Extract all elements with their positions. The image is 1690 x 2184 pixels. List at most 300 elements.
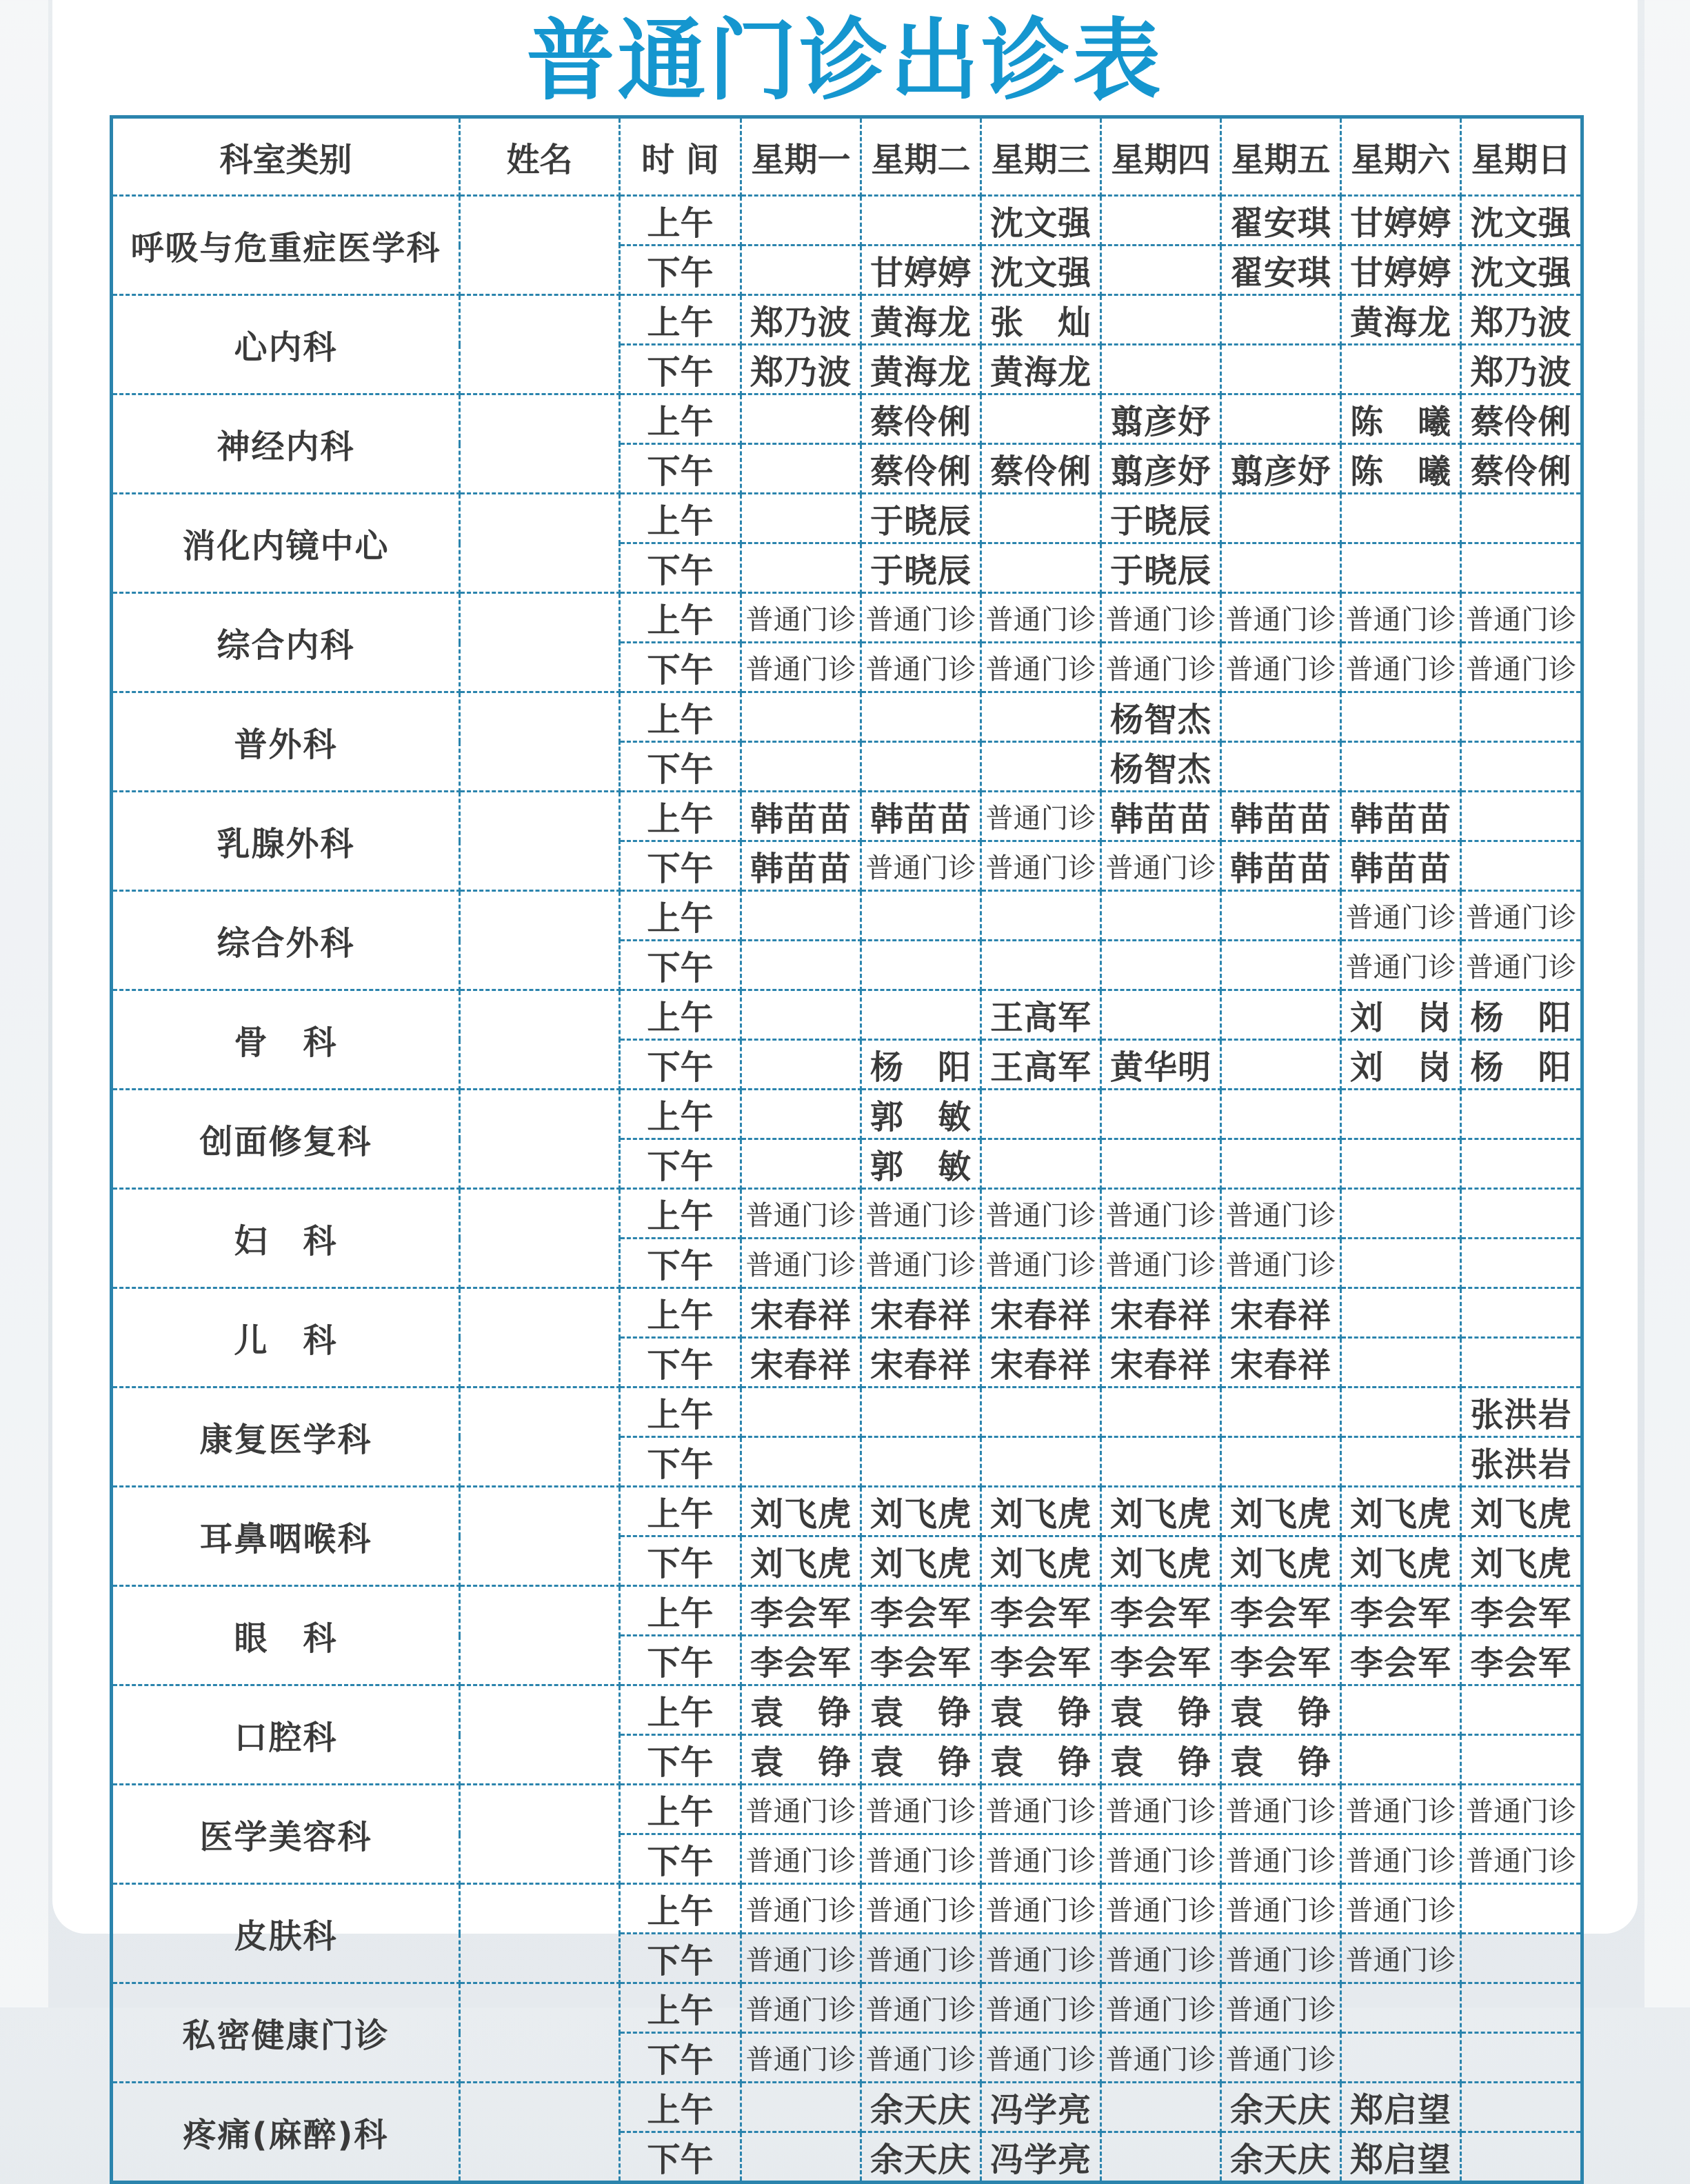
schedule-cell: 普通门诊 xyxy=(1461,941,1582,990)
schedule-cell: 李会军 xyxy=(1461,1586,1582,1636)
schedule-cell: 普通门诊 xyxy=(861,1884,981,1934)
schedule-cell xyxy=(741,891,861,941)
schedule-cell: 余天庆 xyxy=(1221,2132,1341,2183)
schedule-cell xyxy=(1461,1735,1582,1785)
time-period: 上午 xyxy=(620,1189,741,1239)
doctor-name xyxy=(460,196,620,295)
doctor-name xyxy=(460,1685,620,1785)
schedule-cell xyxy=(1461,1139,1582,1189)
schedule-cell: 李会军 xyxy=(1101,1636,1221,1685)
schedule-cell xyxy=(1461,1338,1582,1387)
doctor-name xyxy=(460,1288,620,1387)
time-period: 下午 xyxy=(620,1139,741,1189)
time-period: 下午 xyxy=(620,444,741,494)
schedule-cell: 刘飞虎 xyxy=(1461,1487,1582,1536)
schedule-cell: 余天庆 xyxy=(1221,2083,1341,2132)
schedule-cell: 普通门诊 xyxy=(1221,1934,1341,1983)
schedule-cell xyxy=(1221,1139,1341,1189)
schedule-cell: 李会军 xyxy=(1221,1586,1341,1636)
schedule-cell: 普通门诊 xyxy=(1221,1884,1341,1934)
header-cell: 星期四 xyxy=(1101,117,1221,196)
department-name: 私密健康门诊 xyxy=(112,1983,460,2083)
schedule-cell: 宋春祥 xyxy=(1101,1288,1221,1338)
schedule-cell xyxy=(981,1139,1101,1189)
table-row xyxy=(112,1288,1582,1338)
schedule-cell xyxy=(981,543,1101,593)
schedule-cell: 李会军 xyxy=(1101,1586,1221,1636)
schedule-cell: 李会军 xyxy=(861,1586,981,1636)
schedule-cell: 余天庆 xyxy=(861,2083,981,2132)
header-cell: 星期五 xyxy=(1221,117,1341,196)
time-period: 下午 xyxy=(620,543,741,593)
schedule-cell: 沈文强 xyxy=(1461,246,1582,295)
time-period: 下午 xyxy=(620,742,741,792)
schedule-cell: 甘婷婷 xyxy=(861,246,981,295)
schedule-cell: 普通门诊 xyxy=(981,1239,1101,1288)
schedule-cell: 宋春祥 xyxy=(981,1338,1101,1387)
schedule-cell xyxy=(1221,1090,1341,1139)
time-period: 上午 xyxy=(620,990,741,1040)
time-period: 上午 xyxy=(620,196,741,246)
department-name: 儿 科 xyxy=(112,1288,460,1387)
header-cell: 星期二 xyxy=(861,117,981,196)
doctor-name xyxy=(460,1189,620,1288)
time-period: 下午 xyxy=(620,1636,741,1685)
schedule-cell: 普通门诊 xyxy=(1221,1983,1341,2033)
schedule-cell xyxy=(1101,1437,1221,1487)
time-period: 上午 xyxy=(620,2083,741,2132)
schedule-cell xyxy=(1341,742,1461,792)
schedule-cell xyxy=(861,692,981,742)
doctor-name xyxy=(460,2083,620,2183)
schedule-cell xyxy=(1341,692,1461,742)
schedule-cell: 普通门诊 xyxy=(981,2033,1101,2083)
schedule-cell xyxy=(981,1437,1101,1487)
schedule-cell xyxy=(981,742,1101,792)
schedule-cell xyxy=(741,1437,861,1487)
schedule-cell: 杨智杰 xyxy=(1101,692,1221,742)
doctor-name xyxy=(460,593,620,692)
schedule-cell: 刘飞虎 xyxy=(1101,1487,1221,1536)
schedule-cell xyxy=(741,941,861,990)
schedule-cell xyxy=(861,1387,981,1437)
schedule-cell: 普通门诊 xyxy=(1341,593,1461,643)
schedule-cell xyxy=(1461,1983,1582,2033)
schedule-cell: 普通门诊 xyxy=(1221,2033,1341,2083)
schedule-cell: 普通门诊 xyxy=(1341,1834,1461,1884)
department-name: 医学美容科 xyxy=(112,1785,460,1884)
schedule-cell: 普通门诊 xyxy=(981,1785,1101,1834)
department-name: 消化内镜中心 xyxy=(112,494,460,593)
schedule-cell: 普通门诊 xyxy=(1341,1934,1461,1983)
schedule-cell: 刘飞虎 xyxy=(981,1536,1101,1586)
schedule-cell: 刘 岗 xyxy=(1341,990,1461,1040)
table-row xyxy=(112,494,1582,543)
table-row xyxy=(112,295,1582,345)
table-row xyxy=(112,1487,1582,1536)
schedule-cell: 袁 铮 xyxy=(1221,1735,1341,1785)
schedule-cell xyxy=(1461,1288,1582,1338)
schedule-cell: 普通门诊 xyxy=(741,643,861,692)
schedule-cell: 袁 铮 xyxy=(861,1685,981,1735)
schedule-cell: 普通门诊 xyxy=(1221,1189,1341,1239)
schedule-cell xyxy=(1461,1239,1582,1288)
schedule-cell: 王高军 xyxy=(981,1040,1101,1090)
schedule-cell xyxy=(1221,692,1341,742)
schedule-cell xyxy=(1341,345,1461,394)
schedule-cell: 韩苗苗 xyxy=(741,841,861,891)
table-row xyxy=(112,1785,1582,1834)
doctor-name xyxy=(460,990,620,1090)
schedule-cell: 普通门诊 xyxy=(861,1189,981,1239)
schedule-cell xyxy=(1461,1090,1582,1139)
schedule-cell: 普通门诊 xyxy=(1101,1239,1221,1288)
schedule-cell xyxy=(1461,1685,1582,1735)
schedule-body xyxy=(112,196,1582,2183)
schedule-cell xyxy=(1221,345,1341,394)
doctor-name xyxy=(460,394,620,494)
schedule-cell: 普通门诊 xyxy=(981,643,1101,692)
schedule-cell: 普通门诊 xyxy=(981,1934,1101,1983)
schedule-cell: 普通门诊 xyxy=(741,1239,861,1288)
schedule-cell: 杨 阳 xyxy=(861,1040,981,1090)
schedule-cell xyxy=(741,1090,861,1139)
schedule-cell: 黄海龙 xyxy=(861,345,981,394)
schedule-cell: 普通门诊 xyxy=(1341,1884,1461,1934)
doctor-name xyxy=(460,1586,620,1685)
schedule-cell xyxy=(1341,1685,1461,1735)
header-cell: 星期一 xyxy=(741,117,861,196)
schedule-cell: 普通门诊 xyxy=(1341,643,1461,692)
time-period: 下午 xyxy=(620,246,741,295)
time-period: 上午 xyxy=(620,394,741,444)
table-row xyxy=(112,990,1582,1040)
schedule-cell xyxy=(1341,1239,1461,1288)
schedule-cell: 蔡伶俐 xyxy=(861,394,981,444)
schedule-cell xyxy=(1101,891,1221,941)
schedule-cell: 郑启望 xyxy=(1341,2083,1461,2132)
doctor-name xyxy=(460,1090,620,1189)
schedule-cell: 袁 铮 xyxy=(741,1735,861,1785)
time-period: 上午 xyxy=(620,1685,741,1735)
schedule-cell: 宋春祥 xyxy=(861,1338,981,1387)
department-name: 神经内科 xyxy=(112,394,460,494)
time-period: 下午 xyxy=(620,2033,741,2083)
schedule-cell: 宋春祥 xyxy=(861,1288,981,1338)
schedule-cell xyxy=(1101,941,1221,990)
schedule-cell: 杨 阳 xyxy=(1461,1040,1582,1090)
schedule-cell: 普通门诊 xyxy=(741,593,861,643)
schedule-cell: 冯学亮 xyxy=(981,2132,1101,2183)
header-cell: 星期日 xyxy=(1461,117,1582,196)
schedule-cell xyxy=(741,246,861,295)
department-name: 皮肤科 xyxy=(112,1884,460,1983)
time-period: 上午 xyxy=(620,1586,741,1636)
time-period: 上午 xyxy=(620,1387,741,1437)
schedule-cell: 王高军 xyxy=(981,990,1101,1040)
schedule-cell: 普通门诊 xyxy=(741,1834,861,1884)
schedule-cell: 刘飞虎 xyxy=(741,1487,861,1536)
schedule-cell: 刘飞虎 xyxy=(1341,1536,1461,1586)
doctor-name xyxy=(460,1785,620,1884)
schedule-cell: 普通门诊 xyxy=(861,643,981,692)
schedule-cell: 普通门诊 xyxy=(741,2033,861,2083)
doctor-name xyxy=(460,1487,620,1586)
time-period: 上午 xyxy=(620,1487,741,1536)
department-name: 疼痛(麻醉)科 xyxy=(112,2083,460,2183)
schedule-cell xyxy=(861,196,981,246)
schedule-cell xyxy=(1221,742,1341,792)
schedule-cell xyxy=(1221,494,1341,543)
schedule-cell: 韩苗苗 xyxy=(1221,792,1341,841)
doctor-name xyxy=(460,1387,620,1487)
schedule-cell xyxy=(1461,494,1582,543)
schedule-cell xyxy=(741,444,861,494)
schedule-cell: 普通门诊 xyxy=(1461,891,1582,941)
schedule-cell xyxy=(1461,1884,1582,1934)
schedule-cell: 普通门诊 xyxy=(741,1785,861,1834)
schedule-cell: 普通门诊 xyxy=(861,1834,981,1884)
schedule-cell: 袁 铮 xyxy=(981,1735,1101,1785)
doctor-name xyxy=(460,295,620,394)
schedule-cell: 普通门诊 xyxy=(1341,1785,1461,1834)
schedule-cell: 黄海龙 xyxy=(861,295,981,345)
time-period: 上午 xyxy=(620,891,741,941)
schedule-cell xyxy=(1221,891,1341,941)
schedule-cell xyxy=(1101,2132,1221,2183)
schedule-cell: 普通门诊 xyxy=(1101,593,1221,643)
schedule-cell: 蔡伶俐 xyxy=(1461,444,1582,494)
schedule-cell xyxy=(1221,990,1341,1040)
schedule-cell xyxy=(1341,1090,1461,1139)
schedule-cell: 刘飞虎 xyxy=(861,1487,981,1536)
schedule-cell xyxy=(741,1040,861,1090)
schedule-cell: 郭 敏 xyxy=(861,1090,981,1139)
schedule-cell: 普通门诊 xyxy=(981,1884,1101,1934)
table-row xyxy=(112,1189,1582,1239)
schedule-cell: 普通门诊 xyxy=(1101,1834,1221,1884)
schedule-cell: 宋春祥 xyxy=(1101,1338,1221,1387)
schedule-cell: 普通门诊 xyxy=(981,792,1101,841)
schedule-cell: 普通门诊 xyxy=(1101,1884,1221,1934)
schedule-cell: 普通门诊 xyxy=(1101,841,1221,891)
time-period: 上午 xyxy=(620,593,741,643)
schedule-cell: 黄海龙 xyxy=(1341,295,1461,345)
schedule-cell: 李会军 xyxy=(981,1586,1101,1636)
time-period: 上午 xyxy=(620,1090,741,1139)
schedule-cell: 袁 铮 xyxy=(1101,1735,1221,1785)
schedule-cell: 沈文强 xyxy=(1461,196,1582,246)
schedule-cell: 普通门诊 xyxy=(981,1189,1101,1239)
header-cell: 科室类别 xyxy=(112,117,460,196)
schedule-cell xyxy=(1341,1735,1461,1785)
schedule-cell: 宋春祥 xyxy=(741,1338,861,1387)
schedule-cell: 普通门诊 xyxy=(1101,1934,1221,1983)
department-name: 综合内科 xyxy=(112,593,460,692)
schedule-cell xyxy=(1221,1437,1341,1487)
schedule-cell xyxy=(981,1387,1101,1437)
schedule-cell: 宋春祥 xyxy=(1221,1338,1341,1387)
schedule-cell: 刘飞虎 xyxy=(741,1536,861,1586)
schedule-cell: 张洪岩 xyxy=(1461,1387,1582,1437)
schedule-cell xyxy=(1461,692,1582,742)
schedule-cell: 刘飞虎 xyxy=(861,1536,981,1586)
schedule-cell: 翦彦妤 xyxy=(1101,394,1221,444)
schedule-cell: 刘飞虎 xyxy=(1221,1536,1341,1586)
schedule-cell xyxy=(861,1437,981,1487)
time-period: 下午 xyxy=(620,1735,741,1785)
schedule-cell xyxy=(981,1090,1101,1139)
schedule-cell: 刘飞虎 xyxy=(981,1487,1101,1536)
schedule-cell: 郑乃波 xyxy=(741,295,861,345)
doctor-name xyxy=(460,692,620,792)
department-name: 创面修复科 xyxy=(112,1090,460,1189)
schedule-cell: 李会军 xyxy=(741,1636,861,1685)
schedule-cell xyxy=(1101,1090,1221,1139)
time-period: 下午 xyxy=(620,1338,741,1387)
schedule-cell: 于晓辰 xyxy=(861,494,981,543)
schedule-cell: 普通门诊 xyxy=(741,1934,861,1983)
schedule-cell: 袁 铮 xyxy=(1101,1685,1221,1735)
time-period: 下午 xyxy=(620,1834,741,1884)
schedule-cell: 普通门诊 xyxy=(741,1983,861,2033)
schedule-cell: 普通门诊 xyxy=(981,593,1101,643)
schedule-cell xyxy=(981,494,1101,543)
schedule-cell: 李会军 xyxy=(981,1636,1101,1685)
schedule-cell: 普通门诊 xyxy=(1461,1785,1582,1834)
schedule-cell: 刘飞虎 xyxy=(1341,1487,1461,1536)
schedule-cell: 普通门诊 xyxy=(1221,593,1341,643)
background-strip-right xyxy=(1644,0,1690,2007)
schedule-cell xyxy=(1101,345,1221,394)
schedule-cell xyxy=(1461,2083,1582,2132)
schedule-cell: 普通门诊 xyxy=(861,841,981,891)
table-row xyxy=(112,1387,1582,1437)
schedule-cell xyxy=(1461,792,1582,841)
schedule-cell: 普通门诊 xyxy=(1341,941,1461,990)
schedule-cell: 韩苗苗 xyxy=(1341,792,1461,841)
schedule-cell xyxy=(741,543,861,593)
schedule-cell: 于晓辰 xyxy=(861,543,981,593)
schedule-cell: 袁 铮 xyxy=(981,1685,1101,1735)
table-row xyxy=(112,792,1582,841)
schedule-cell: 甘婷婷 xyxy=(1341,196,1461,246)
schedule-cell: 刘飞虎 xyxy=(1101,1536,1221,1586)
schedule-cell: 普通门诊 xyxy=(1101,1983,1221,2033)
schedule-cell xyxy=(1461,1934,1582,1983)
schedule-cell: 于晓辰 xyxy=(1101,494,1221,543)
schedule-cell: 李会军 xyxy=(1341,1636,1461,1685)
schedule-cell xyxy=(981,692,1101,742)
schedule-cell xyxy=(1341,1338,1461,1387)
schedule-cell: 郑乃波 xyxy=(1461,295,1582,345)
page-title: 普通门诊出诊表 xyxy=(526,10,1164,112)
table-row xyxy=(112,891,1582,941)
schedule-cell: 冯学亮 xyxy=(981,2083,1101,2132)
schedule-cell xyxy=(1221,1040,1341,1090)
time-period: 下午 xyxy=(620,1437,741,1487)
department-name: 骨 科 xyxy=(112,990,460,1090)
department-name: 普外科 xyxy=(112,692,460,792)
schedule-cell: 普通门诊 xyxy=(861,2033,981,2083)
time-period: 上午 xyxy=(620,1288,741,1338)
schedule-table xyxy=(110,115,1584,2184)
time-period: 下午 xyxy=(620,941,741,990)
schedule-cell: 翟安琪 xyxy=(1221,246,1341,295)
table-row xyxy=(112,394,1582,444)
schedule-cell: 余天庆 xyxy=(861,2132,981,2183)
schedule-cell xyxy=(741,2083,861,2132)
schedule-cell xyxy=(981,394,1101,444)
schedule-cell xyxy=(1221,1387,1341,1437)
schedule-cell xyxy=(1461,841,1582,891)
schedule-cell xyxy=(1461,543,1582,593)
schedule-cell: 翦彦妤 xyxy=(1221,444,1341,494)
time-period: 上午 xyxy=(620,1785,741,1834)
schedule-cell: 郑乃波 xyxy=(741,345,861,394)
schedule-cell: 陈 曦 xyxy=(1341,444,1461,494)
schedule-cell xyxy=(741,494,861,543)
schedule-cell: 黄华明 xyxy=(1101,1040,1221,1090)
schedule-cell: 郑乃波 xyxy=(1461,345,1582,394)
schedule-cell xyxy=(741,2132,861,2183)
schedule-cell: 普通门诊 xyxy=(1341,891,1461,941)
doctor-name xyxy=(460,891,620,990)
department-name: 呼吸与危重症医学科 xyxy=(112,196,460,295)
time-period: 下午 xyxy=(620,643,741,692)
schedule-cell xyxy=(861,990,981,1040)
schedule-cell xyxy=(741,1387,861,1437)
schedule-cell: 普通门诊 xyxy=(1221,1834,1341,1884)
time-period: 下午 xyxy=(620,2132,741,2183)
schedule-cell xyxy=(1341,543,1461,593)
schedule-cell: 张 灿 xyxy=(981,295,1101,345)
department-name: 乳腺外科 xyxy=(112,792,460,891)
schedule-cell xyxy=(981,941,1101,990)
table-row xyxy=(112,196,1582,246)
schedule-cell xyxy=(1341,1387,1461,1437)
schedule-cell: 普通门诊 xyxy=(1461,643,1582,692)
schedule-cell: 张洪岩 xyxy=(1461,1437,1582,1487)
schedule-cell xyxy=(1461,742,1582,792)
schedule-cell: 普通门诊 xyxy=(981,841,1101,891)
schedule-cell: 普通门诊 xyxy=(981,1983,1101,2033)
schedule-cell: 韩苗苗 xyxy=(1101,792,1221,841)
department-name: 综合外科 xyxy=(112,891,460,990)
schedule-cell: 袁 铮 xyxy=(861,1735,981,1785)
schedule-cell xyxy=(741,692,861,742)
schedule-cell: 陈 曦 xyxy=(1341,394,1461,444)
schedule-cell xyxy=(1341,1288,1461,1338)
schedule-cell: 蔡伶俐 xyxy=(861,444,981,494)
time-period: 下午 xyxy=(620,1040,741,1090)
department-name: 口腔科 xyxy=(112,1685,460,1785)
schedule-cell: 刘飞虎 xyxy=(1461,1536,1582,1586)
schedule-cell: 杨 阳 xyxy=(1461,990,1582,1040)
time-period: 下午 xyxy=(620,1536,741,1586)
schedule-cell xyxy=(1101,196,1221,246)
schedule-cell: 李会军 xyxy=(861,1636,981,1685)
table-row xyxy=(112,1090,1582,1139)
schedule-cell: 普通门诊 xyxy=(1461,1834,1582,1884)
schedule-cell: 袁 铮 xyxy=(741,1685,861,1735)
schedule-cell xyxy=(741,742,861,792)
schedule-cell: 李会军 xyxy=(741,1586,861,1636)
schedule-cell: 普通门诊 xyxy=(861,1934,981,1983)
schedule-cell: 普通门诊 xyxy=(861,1239,981,1288)
schedule-cell: 普通门诊 xyxy=(981,1834,1101,1884)
schedule-cell: 甘婷婷 xyxy=(1341,246,1461,295)
